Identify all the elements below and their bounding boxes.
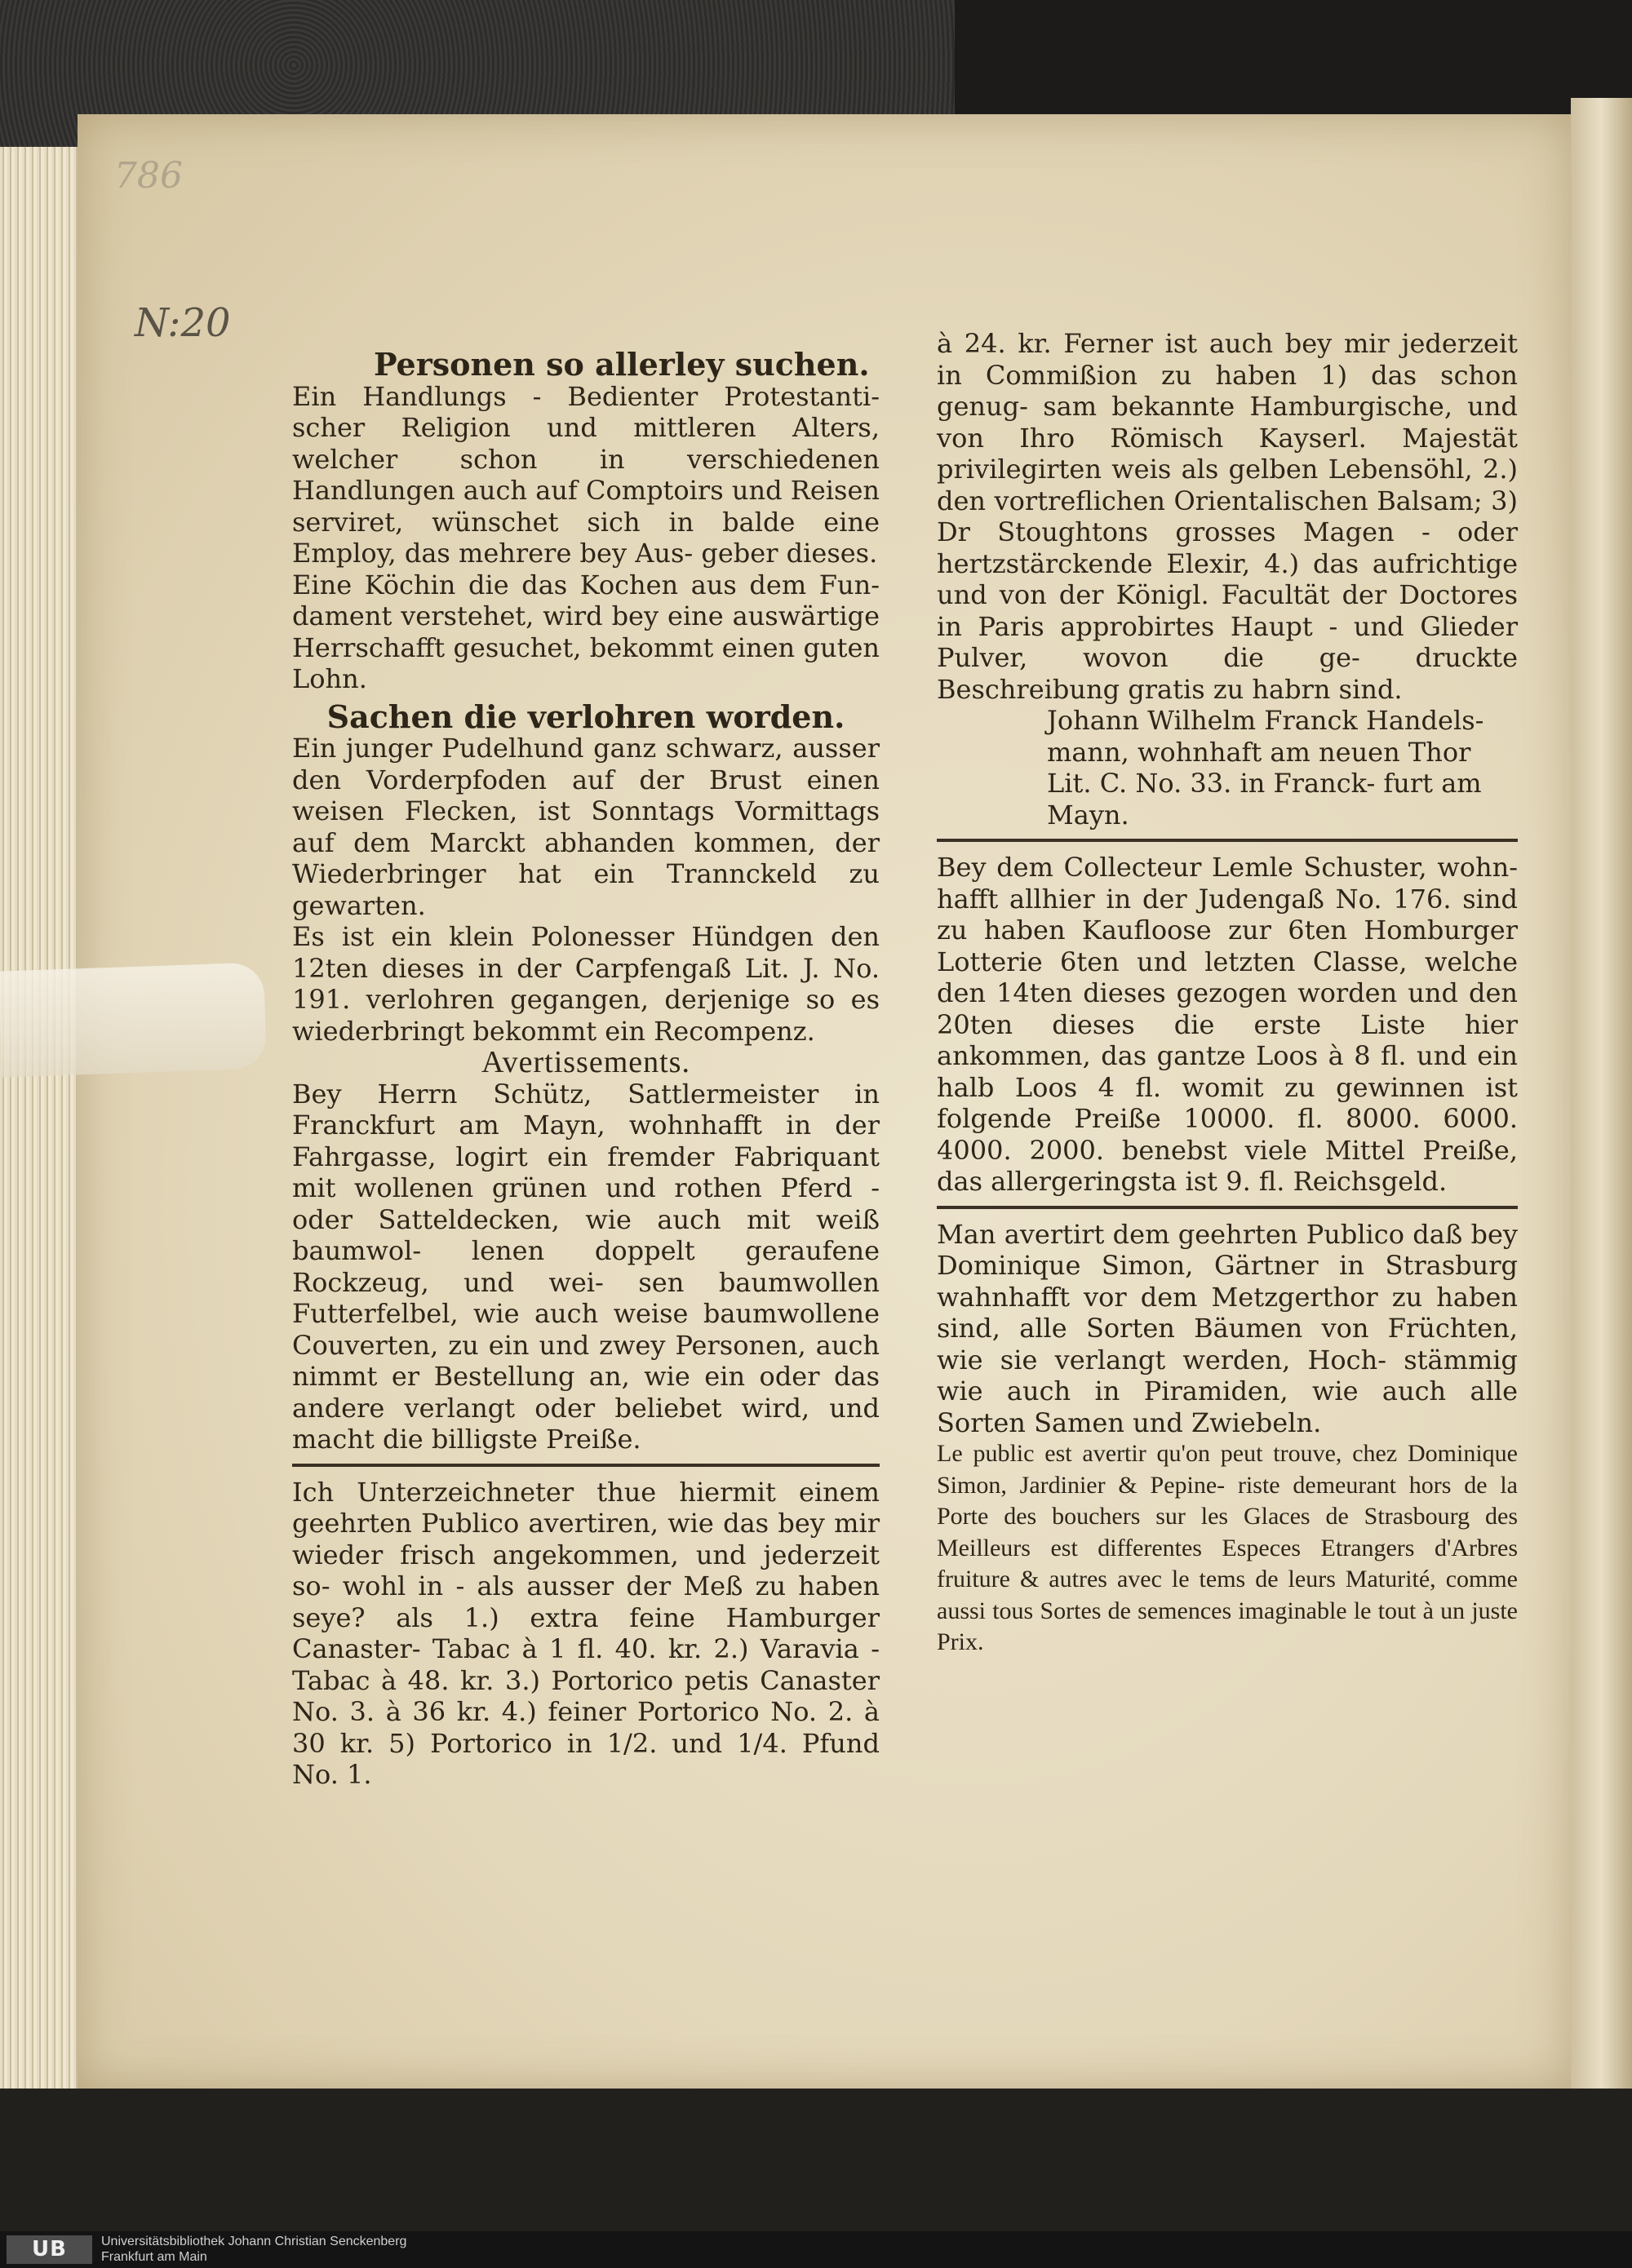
notice-schuetz-sattlermeister: Bey Herrn Schütz, Sattlermeister in Franckfurt am Mayn, wohnhafft in der Fahrgasse, logirt ein fremder Fabriquant mit wollenen grünen und rothen Pferd - oder Satteldecken, wie auch mit weiß baumwol- lenen doppelt geraufene Rockzeug, und wei- sen baumwollen Futterfelbel, wie auch weise baumwollene Couverten, zu ein und zwey Personen, auch nimmt er Bestellung an, wie ein oder das andere verlangt oder beliebet wird, und macht die billigste Preiße. bbox=[292, 1078, 880, 1455]
notice-koechin: Eine Köchin die das Kochen aus dem Fun- dament verstehet, wird bey eine auswärtige Herrschafft gesuchet, bekommt einen guten Lohn. bbox=[292, 569, 880, 694]
pencil-mark: N:20 bbox=[135, 300, 231, 346]
next-page-edge bbox=[1571, 98, 1632, 2089]
page-number: 786 bbox=[114, 155, 183, 197]
notice-tabac: Ich Unterzeichneter thue hiermit einem geehrten Publico avertiren, wie das bey mir wieder frisch angekommen, und jederzeit so- wohl in - als ausser der Meß zu haben seye? als 1.) extra feine Hamburger Canaster- Tabac à 1 fl. 40. kr. 2.) Varavia - Tabac à 48. kr. 3.) Portorico petis Canaster No. 3. à 36 kr. 4.) feiner Portorico No. 2. à 30 kr. 5) Portorico in 1/2. und 1/4. Pfund No. 1. bbox=[292, 1476, 880, 1790]
notice-handlungs-bedienter: Ein Handlungs - Bedienter Protestanti- scher Religion und mittleren Alters, welcher schon in verschiedenen Handlungen auch auf Comptoirs und Reisen serviret, wünschet sich in balde eine Employ, das mehrere bey Aus- geber dieses. bbox=[292, 380, 880, 569]
library-credit bbox=[101, 2234, 406, 2265]
heading-personen: Personen so allerley suchen. bbox=[374, 346, 870, 383]
left-column bbox=[292, 346, 880, 1791]
divider-rule bbox=[937, 839, 1518, 842]
library-city: Frankfurt am Main bbox=[101, 2250, 207, 2264]
heading-verlohren: Sachen die verlohren worden. bbox=[326, 698, 845, 735]
notice-tabac-continued: à 24. kr. Ferner ist auch bey mir jederzeit in Commißion zu haben 1) das schon genug- sam bekannte Hamburgische, und von Ihro Römisch Kayserl. Majestät privilegirten weis als gelben Lebensöhl, 2.) den vortreflichen Orientalischen Balsam; 3) Dr Stoughtons grosses Magen - oder hertzstärckende Elexir, 4.) das aufrichtige und von der Königl. Facultät der Doctores in Paris approbirtes Haupt - und Glieder Pulver, wovon die ge- druckte Beschreibung gratis zu habrn sind. bbox=[937, 328, 1518, 705]
paper-tape-strip bbox=[0, 962, 267, 1077]
library-footer-bar bbox=[0, 2231, 1632, 2268]
notice-lotterie: Bey dem Collecteur Lemle Schuster, wohn- hafft allhier in der Judengaß No. 176. sind zu haben Kaufloose zur 6ten Homburger Lotterie 6ten und letzten Classe, welche den 14ten dieses gezogen worden und den 20ten dieses die erste Liste hier ankommen, das gantze Loos à 8 fl. und ein halb Loos 4 fl. womit zu gewinnen ist folgende Preiße 10000. fl. 8000. 6000. 4000. 2000. benebst viele Mittel Preiße, das allergeringsta ist 9. fl. Reichsgeld. bbox=[937, 852, 1518, 1197]
divider-rule bbox=[292, 1464, 880, 1467]
book-cover-dark bbox=[955, 0, 1632, 122]
ub-logo[interactable]: UB bbox=[7, 2235, 92, 2264]
notice-simon-french: Le public est avertir qu'on peut trouve, chez Dominique Simon, Jardinier & Pepine- riste demeurant hors de la Porte des bouchers sur les Glaces de Strasbourg des Meilleurs est differentes Especes Etrangers d'Arbres fruiture & autres avec le tems de leurs Maturité, comme aussi tous Sortes de semences imaginable le tout à un juste Prix. bbox=[937, 1440, 1518, 1655]
signature-franck: Johann Wilhelm Franck Handels- mann, wohnhaft am neuen Thor Lit. C. No. 33. in Franck- furt am Mayn. bbox=[1047, 705, 1484, 831]
heading-avertissements: Avertissements. bbox=[481, 1045, 690, 1079]
notice-pudelhund: Ein junger Pudelhund ganz schwarz, ausser den Vorderpfoden auf der Brust einen weisen Flecken, ist Sonntags Vormittags auf dem Marckt abhanden kommen, der Wiederbringer hat ein Trannckeld zu gewarten. bbox=[292, 733, 880, 921]
right-column bbox=[937, 328, 1518, 1659]
notice-simon-gaertner: Man avertirt dem geehrten Publico daß bey Dominique Simon, Gärtner in Strasburg wahnhafft vor dem Metzgerthor zu haben sind, alle Sorten Bäumen von Früchten, wie sie verlangt werden, Hoch- stämmig wie auch in Piramiden, wie auch alle Sorten Samen und Zwiebeln. bbox=[937, 1218, 1518, 1438]
library-name: Universitätsbibliothek Johann Christian Senckenberg bbox=[101, 2235, 407, 2248]
notice-polonesser-huendgen: Es ist ein klein Polonesser Hündgen den 12ten dieses in der Carpfengaß Lit. J. No. 191. verlohren gegangen, derjenige so es wiederbringt bekommt ein Recompenz. bbox=[292, 921, 880, 1047]
divider-rule bbox=[937, 1206, 1518, 1209]
scan-bottom-shadow bbox=[0, 2089, 1632, 2235]
